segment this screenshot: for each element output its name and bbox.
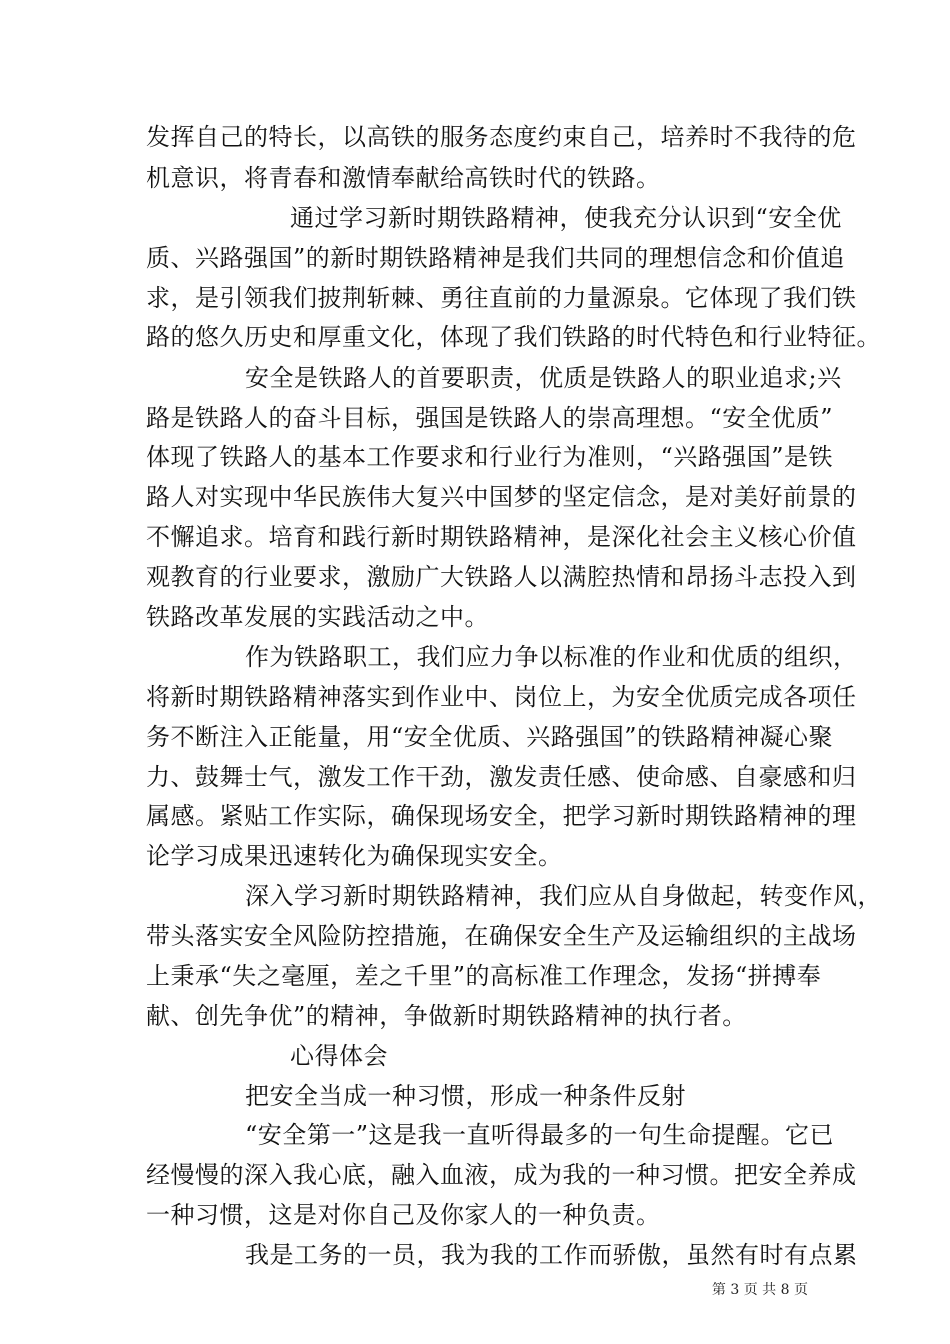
text-line: 经慢慢的深入我心底，融入血液，成为我的一种习惯。把安全养成 [146,1161,857,1189]
text-line: 论学习成果迅速转化为确保现实安全。 [146,842,563,870]
text-line: 观教育的行业要求，激励广大铁路人以满腔热情和昂扬斗志投入到 [146,563,857,591]
text-line: 安全是铁路人的首要职责，优质是铁路人的职业追求;兴 [245,364,842,392]
text-line: 我是工务的一员，我为我的工作而骄傲，虽然有时有点累 [245,1241,858,1269]
text-line: 通过学习新时期铁路精神，使我充分认识到“安全优 [290,204,842,232]
text-line: 质、兴路强国”的新时期铁路精神是我们共同的理想信念和价值追 [146,244,845,272]
text-line: 作为铁路职工，我们应力争以标准的作业和优质的组织， [245,643,858,671]
text-line: 属感。紧贴工作实际，确保现场安全，把学习新时期铁路精神的理 [146,802,857,830]
text-line: 献、创先争优”的精神，争做新时期铁路精神的执行者。 [146,1002,747,1030]
text-line: 路是铁路人的奋斗目标，强国是铁路人的崇高理想。“安全优质” [146,404,834,432]
section-heading: 心得体会 [290,1042,388,1070]
text-line: 路的悠久历史和厚重文化，体现了我们铁路的时代特色和行业特征。 [146,323,881,351]
text-line: 上秉承“失之毫厘，差之千里”的高标准工作理念，发扬“拼搏奉 [146,962,822,990]
text-line: 将新时期铁路精神落实到作业中、岗位上，为安全优质完成各项任 [146,683,857,711]
text-line: 发挥自己的特长，以高铁的服务态度约束自己，培养时不我待的危 [146,123,857,151]
text-line: 求，是引领我们披荆斩棘、勇往直前的力量源泉。它体现了我们铁 [146,284,857,312]
text-line: 深入学习新时期铁路精神，我们应从自身做起，转变作风， [245,882,882,910]
text-line: “安全第一”这是我一直听得最多的一句生命提醒。它已 [245,1121,835,1149]
section-subtitle: 把安全当成一种习惯，形成一种条件反射 [245,1082,686,1110]
text-line: 不懈追求。培育和践行新时期铁路精神，是深化社会主义核心价值 [146,523,857,551]
text-line: 机意识，将青春和激情奉献给高铁时代的铁路。 [146,164,661,192]
text-line: 带头落实安全风险防控措施，在确保安全生产及运输组织的主战场 [146,922,857,950]
page-number: 第 3 页 共 8 页 [711,1282,808,1298]
text-line: 力、鼓舞士气，激发工作干劲，激发责任感、使命感、自豪感和归 [146,763,857,791]
text-line: 体现了铁路人的基本工作要求和行业行为准则，“兴路强国”是铁 [146,443,834,471]
text-line: 铁路改革发展的实践活动之中。 [146,603,489,631]
text-line: 路人对实现中华民族伟大复兴中国梦的坚定信念，是对美好前景的 [146,483,857,511]
text-line: 一种习惯，这是对你自己及你家人的一种负责。 [146,1201,661,1229]
text-line: 务不断注入正能量，用“安全优质、兴路强国”的铁路精神凝心聚 [146,723,834,751]
